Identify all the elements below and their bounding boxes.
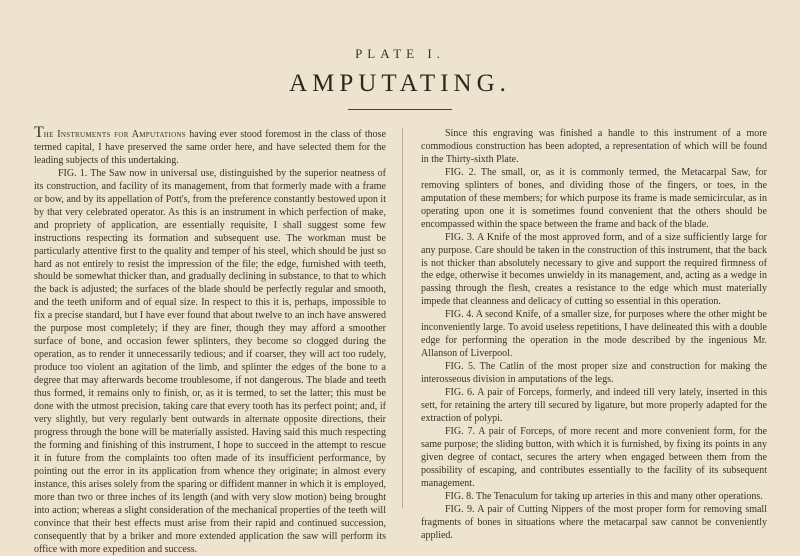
fig-6-paragraph: FIG. 6. A pair of Forceps, formerly, and indeed till very lately, inserted in this sett, for retaining the artery till secured by ligature, but more properly adapted for the extraction of polypi. [421, 387, 767, 424]
fig-2-paragraph: FIG. 2. The small, or, as it is commonly termed, the Metacarpal Saw, for removing splinters of bones, and dividing those of the fingers, or toes, in the amputation of these members; for which purpose its frame is made semicircular, as in operating upon one it is sometimes found convenient that the others should be encompassed within the space between the frame and back of the blade. [421, 166, 767, 230]
fig-9-paragraph: FIG. 9. A pair of Cutting Nippers of the most proper form for removing small fragments of bones in situations where the metacarpal saw cannot be conveniently applied. [421, 503, 767, 541]
intro-text: having ever stood foremost in the class of those termed capital, I have preserved the same order here, and have selected them for the leading subjects of this undertaking. [34, 129, 387, 166]
fig-7-paragraph: FIG. 7. A pair of Forceps, of more recent and more convenient form, for the same purpose; the sliding button, with which it is furnished, by fixing its points in any given degree of contact, secures the artery when engaged between them from the possibility of escaping, and contributes essentially to the facility of its subsequent management. [421, 425, 767, 489]
drop-initial: T [34, 124, 44, 141]
page-title: AMPUTATING. [289, 70, 511, 97]
right-column [421, 128, 767, 543]
column-divider [402, 128, 403, 508]
fig-1-paragraph: FIG. 1. The Saw now in universal use, distinguished by the superior neatness of its construction, and facility of its management, from that formerly made with a frame or bow, and by its appellation of Pott's, from the preference constantly bestowed upon it by that very celebrated operator. As this is an instrument in which perfection of make, and propriety of application, are essentially requisite, I shall suggest some few instructions respecting its formation and subsequent use. The workman must be particularly attentive first to the quality and temper of his steel, which should be just so hard as not entirely to resist the impression of the file; the edge, furnished with teeth, should be somewhat thicker than, and gradually declining in substance, to that to which the back is adjusted; the surfaces of the blade should be perfectly regular and smooth, and the teeth uniform and of equal size. In respect to this it is, perhaps, impossible to fix a precise standard, but I have ever found that about twelve to an inch have answered the purpose most completely; if they are finer, though they may afford a smoother surface of bone, and occasion fewer splinters, they become so clogged during the operation, as to render it unnecessarily tedious; and if coarser, they will act too rudely, produce too violent an agitation of the limb, and splinter the edges of the bone to a degree that may afterwards become troublesome, if not dangerous. The blade and teeth thus formed, it remains only to finish, or, as it is termed, to set the latter; this must be done with the utmost precision, taking care that every tooth has its perfect point; and, if very slightly, but very regularly bent outwards in alternate opposite directions, their progress through the bone will be materially assisted. Having said this much respecting the forming and finishing of this instrument, I hope to succeed in the attempt to rescue it in future from the complaints too often made of its insufficient performance, by pointing out the error in its application from whence they originate; in almost every instance, this arises solely from the sparing or diffident manner in which it is employed, more than two or three inches of its length (and with very slow motion) being brought into action; whereas a slight consideration of the mechanical properties of the teeth will convince that their best effects must arise from their rapid and continued succession, consequently that by a briker and more extended application the saw will perform its office with more expedition and success. [34, 167, 386, 555]
note-paragraph: Since this engraving was finished a handle to this instrument of a more commodious construction has been adopted, a representation of which will be found in the Thirty-sixth Plate. [421, 128, 767, 165]
intro-paragraph [34, 124, 387, 168]
fig-4-paragraph: FIG. 4. A second Knife, of a smaller size, for purposes where the other might be inconveniently large. To avoid useless repetitions, I have delineated this with a double edge for performing the operation in the mode described by the ingenious Mr. Allanson of Liverpool. [421, 309, 767, 360]
intro-smallcaps: he Instruments for Amputations [43, 129, 187, 140]
fig-3-paragraph: FIG. 3. A Knife of the most approved form, and of a size sufficiently large for any purpose. Care should be taken in the construction of this instrument, that the back is not thicker than absolutely necessary to give and support the required firmness of the edge, otherwise it becomes unwieldy in its management, and, acting as a wedge in passing through the flesh, creates a resistance to the edge which must materially impede that cleanness and delicacy of cutting so essential in this operation. [421, 231, 767, 308]
plate-number: PLATE I. [355, 46, 445, 61]
fig-5-paragraph: FIG. 5. The Catlin of the most proper size and construction for making the interosseous division in amputations of the legs. [421, 361, 767, 386]
fig-8-paragraph: FIG. 8. The Tenaculum for taking up arteries in this and many other operations. [445, 490, 763, 502]
left-column [34, 124, 387, 556]
title-rule [348, 109, 452, 110]
